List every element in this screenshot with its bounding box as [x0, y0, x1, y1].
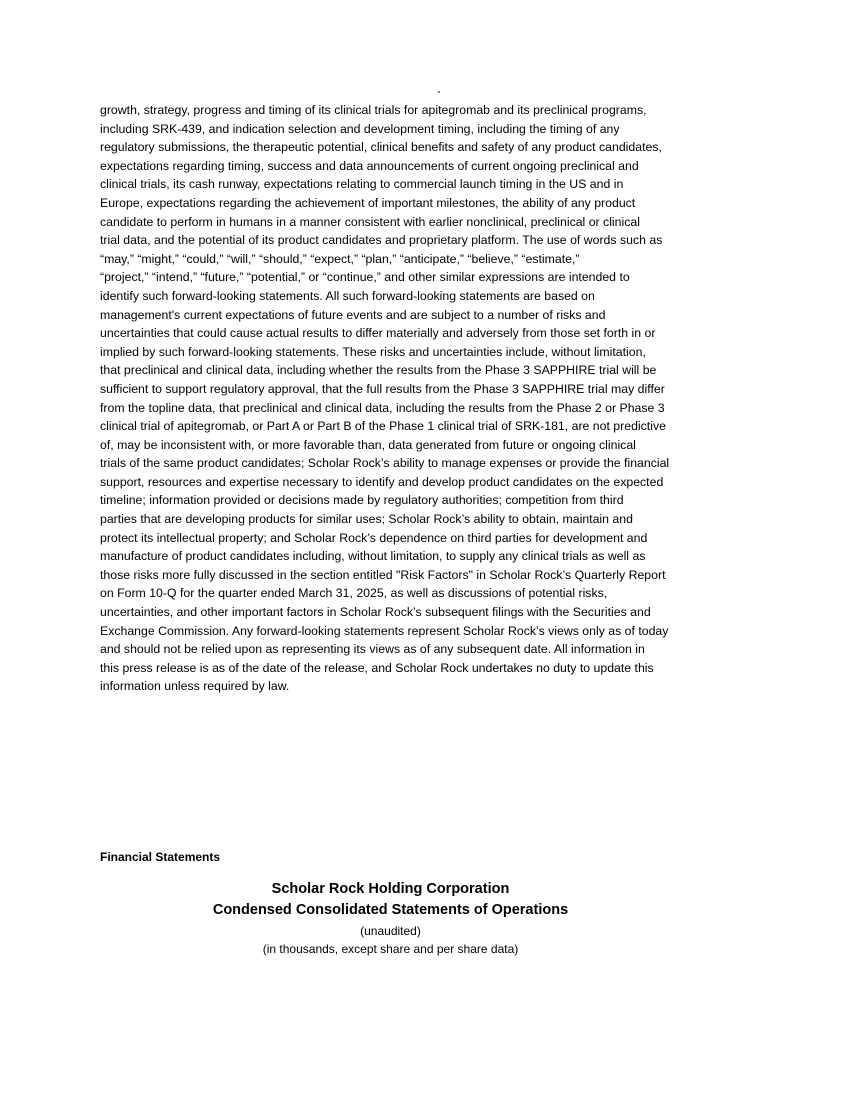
paragraph-line: trial data, and the potential of its product candidates and proprietary platform. The use of words such as [100, 233, 663, 248]
paragraph-line: information unless required by law. [100, 679, 290, 694]
paragraph-line: protect its intellectual property; and Scholar Rock’s dependence on third parties for development and [100, 530, 648, 545]
paragraph-line: trials of the same product candidates; Scholar Rock’s ability to manage expenses or provide the financial [100, 456, 670, 471]
paragraph-line: implied by such forward-looking statements. These risks and uncertainties include, without limitation, [100, 344, 646, 359]
paragraph-line: management's current expectations of future events and are subject to a number of risks and [100, 307, 606, 322]
paragraph-line: this press release is as of the date of the release, and Scholar Rock undertakes no duty to update this [100, 660, 654, 675]
paragraph-line: support, resources and expertise necessary to identify and develop product candidates on the expected [100, 474, 664, 489]
paragraph-line: on Form 10-Q for the quarter ended March 31, 2025, as well as discussions of potential risks, [100, 586, 608, 601]
paragraph-line: growth, strategy, progress and timing of its clinical trials for apitegromab and its preclinical programs, [100, 103, 647, 117]
paragraph-line: parties that are developing products for similar uses; Scholar Rock’s ability to obtain, maintain and [100, 512, 633, 527]
paragraph-line: regulatory submissions, the therapeutic potential, clinical benefits and safety of any product candidates, [100, 140, 662, 155]
paragraph-line: uncertainties, and other important factors in Scholar Rock’s subsequent filings with the Securities and [100, 605, 651, 620]
unaudited-label: (unaudited) [360, 924, 421, 938]
stray-mark [438, 91, 440, 93]
paragraph-line: Exchange Commission. Any forward-looking statements represent Scholar Rock’s views only as of today [100, 623, 669, 638]
paragraph-line: identify such forward-looking statements. All such forward-looking statements are based on [100, 288, 595, 303]
paragraph-line: clinical trials, its cash runway, expectations relating to commercial launch timing in the US and in [100, 177, 624, 192]
paragraph-line: timeline; information provided or decisions made by regulatory authorities; competition from third [100, 493, 624, 508]
financial-statements-heading: Financial Statements [100, 850, 221, 864]
paragraph-line: of, may be inconsistent with, or more favorable than, data generated from future or ongoing clinical [100, 437, 636, 452]
paragraph-line: those risks more fully discussed in the section entitled "Risk Factors" in Scholar Rock’s Quarterly Report [100, 567, 666, 582]
paragraph-line: including SRK-439, and indication selection and development timing, including the timing of any [100, 121, 620, 136]
paragraph-line: manufacture of product candidates including, without limitation, to supply any clinical trials as well as [100, 549, 646, 564]
paragraph-line: from the topline data, that preclinical and clinical data, including the results from the Phase 2 or Phase 3 [100, 400, 665, 415]
units-note: (in thousands, except share and per share data) [262, 942, 519, 956]
paragraph-line: clinical trial of apitegromab, or Part A or Part B of the Phase 1 clinical trial of SRK-181, are not predictive [100, 419, 666, 434]
paragraph-line: and should not be relied upon as representing its views as of any subsequent date. All information in [100, 642, 645, 657]
paragraph-line: Europe, expectations regarding the achievement of important milestones, the ability of any product [100, 195, 636, 210]
forward-looking-statements-paragraph [100, 101, 800, 696]
paragraph-line: uncertainties that could cause actual results to differ materially and adversely from those set forth in or [100, 326, 656, 341]
paragraph-line: “project,” “intend,” “future,” “potential,” or “continue,” and other similar expressions are intended to [100, 270, 630, 285]
paragraph-line: sufficient to support regulatory approval, that the full results from the Phase 3 SAPPHIRE trial may differ [100, 381, 665, 396]
paragraph-line: candidate to perform in humans in a manner consistent with earlier nonclinical, preclinical or clinical [100, 214, 640, 229]
paragraph-line: that preclinical and clinical data, including whether the results from the Phase 3 SAPPHIRE trial will be [100, 363, 657, 378]
statement-title: Condensed Consolidated Statements of Operations [212, 902, 569, 918]
paragraph-line: “may,” “might,” “could,” “will,” “should,” “expect,” “plan,” “anticipate,” “believe,” “estimate,” [100, 251, 580, 266]
company-name: Scholar Rock Holding Corporation [271, 881, 510, 897]
paragraph-line: expectations regarding timing, success and data announcements of current ongoing preclinical and [100, 158, 639, 173]
